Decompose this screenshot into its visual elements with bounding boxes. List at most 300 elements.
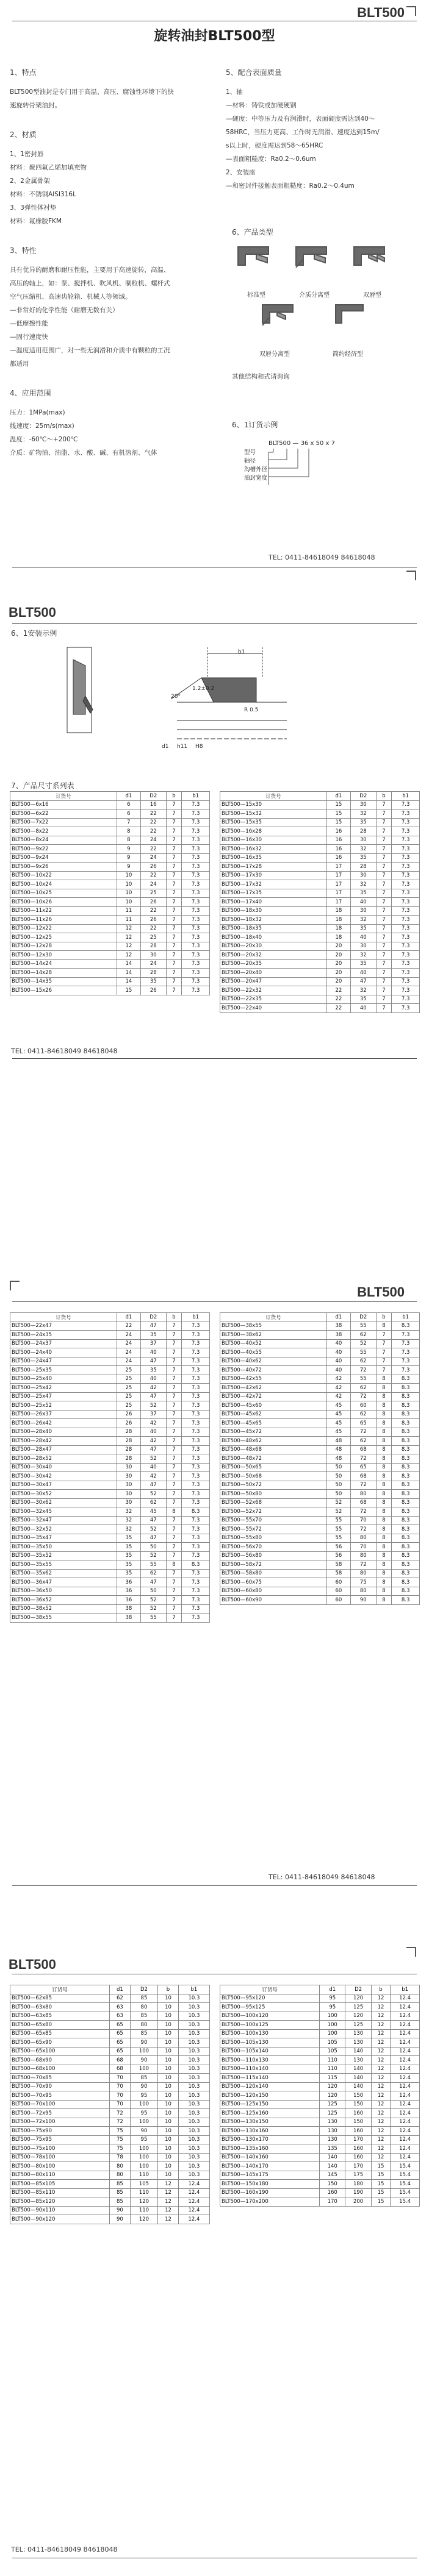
table-cell: 28 [117,1445,140,1454]
table-row [10,2074,210,2083]
section-line: —固行速度快 [10,333,48,341]
table-cell: 47 [140,1534,166,1543]
table-cell: 7.3 [182,800,210,809]
table-cell: 7 [376,916,392,925]
table-cell: 7.3 [182,1357,210,1366]
table-cell: 12.4 [391,2153,420,2162]
table-cell: 35 [117,1569,140,1578]
table-row [10,2180,210,2189]
table-cell: 80 [350,1534,376,1543]
table-cell: BLT500—90x110 [10,2206,110,2215]
table-cell: 24 [117,1331,140,1340]
table-row [220,986,420,995]
table-cell: 22 [140,871,166,880]
table-row [220,2029,420,2038]
table-cell: 95 [130,2091,157,2101]
table-cell: 10.3 [178,2003,209,2012]
table-cell: 8 [376,1587,392,1596]
table-cell: 7 [166,827,182,836]
table-row [220,1437,420,1446]
table-cell: 130 [345,2038,371,2048]
table-cell: 25 [140,889,166,898]
table-cell: 22 [140,906,166,916]
table-cell: 24 [117,1339,140,1348]
table-cell: 10 [117,880,140,889]
table-row [220,880,420,889]
table-row [10,1551,210,1560]
table-cell: 8 [376,1569,392,1578]
table-cell: 72 [350,1507,376,1517]
table-cell: 7 [166,1543,182,1552]
table-cell: 7.3 [392,906,420,916]
table-cell: BLT500—32x45 [10,1507,117,1517]
product-types-note: 其他结构和式请询询 [232,373,290,380]
table-cell: 15.4 [391,2180,420,2189]
table-cell: 105 [320,2047,345,2056]
table-cell: 7 [166,1348,182,1357]
table-cell: 8 [376,1454,392,1464]
table-cell: 7.3 [392,1348,420,1357]
table-row [220,836,420,845]
column-header: d1 [110,1985,131,1994]
table-cell: BLT500—22x47 [10,1322,117,1331]
table-cell: 7.3 [392,1366,420,1375]
table-cell: 7.3 [182,1472,210,1481]
table-cell: 10.3 [178,2021,209,2030]
section-heading: 2、材质 [10,130,37,139]
table-cell: BLT500—17x32 [220,880,327,889]
order-example-heading: 6、1订货示例 [232,421,278,429]
table-cell: 32 [350,809,376,819]
table-cell: 8 [166,1507,182,1517]
table-cell: 20 [326,977,350,986]
table-cell: 28 [117,1454,140,1464]
table-cell: 7 [166,951,182,960]
table-row [220,995,420,1004]
table-cell: 17 [326,871,350,880]
table-cell: 10.3 [178,2171,209,2180]
table-cell: 15.4 [391,2162,420,2171]
table-cell: BLT500—56x80 [220,1551,327,1560]
table-cell: 10 [158,2127,179,2136]
table-row [220,969,420,978]
table-cell: 7 [376,1331,392,1340]
table-row [10,1348,210,1357]
table-cell: 50 [140,1587,166,1596]
table-cell: 12.4 [391,2021,420,2030]
table-cell: BLT500—78x100 [10,2153,110,2162]
table-cell: 110 [130,2188,157,2197]
table-cell: 7 [376,800,392,809]
spec-table-3-left [10,1985,210,2224]
table-cell: BLT500—35x62 [10,1569,117,1578]
table-row [10,2144,210,2154]
table-cell: 40 [140,1348,166,1357]
section-line: —温度适用范围广，对一些无润滑和介质中有颗粒的工况 [10,347,170,354]
table-cell: BLT500—42x62 [220,1384,327,1393]
table-cell: 48 [326,1437,350,1446]
table-cell: BLT500—16x28 [220,827,327,836]
table-cell: BLT500—115x140 [220,2074,320,2083]
table-row [10,986,210,995]
table-cell: BLT500—48x72 [220,1454,327,1464]
table-cell: BLT500—85x110 [10,2188,110,2197]
table-cell: BLT500—50x80 [220,1490,327,1499]
table-cell: 7 [376,906,392,916]
table-cell: 40 [326,1357,350,1366]
table-cell: 7.3 [392,995,420,1004]
section-line: 速旋转骨架油封。 [10,102,61,109]
table-row [220,1463,420,1472]
table-cell: 12.4 [391,2144,420,2154]
table-cell: BLT500—48x62 [220,1437,327,1446]
table-cell: BLT500—20x47 [220,977,327,986]
table-cell: 60 [326,1578,350,1587]
table-cell: 140 [345,2074,371,2083]
table-cell: 70 [350,1516,376,1525]
table-cell: 7 [166,1366,182,1375]
table-cell: 12.4 [391,2065,420,2074]
page-3 [0,1277,429,1917]
table-cell: 8.3 [392,1392,420,1401]
brand-logo: BLT500 [357,1284,405,1300]
table-row [220,1578,420,1587]
table-cell: 47 [140,1322,166,1331]
table-row [220,1587,420,1596]
table-row [220,1348,420,1357]
table-cell: 7 [166,1357,182,1366]
table-cell: 52 [140,1604,166,1614]
table-cell: 12.4 [391,2012,420,2021]
table-cell: 7.3 [182,924,210,933]
table-cell: 22 [140,845,166,854]
table-cell: 7.3 [182,986,210,995]
section-line: 材料：氟橡胶FKM [10,218,62,225]
table-cell: 7 [376,995,392,1004]
table-cell: 8.3 [392,1560,420,1570]
column-header: 订货号 [220,1313,327,1322]
table-cell: BLT500—15x32 [220,809,327,819]
table-cell: 175 [345,2171,371,2180]
table-cell: 60 [350,1401,376,1411]
table-cell: BLT500—80x100 [10,2162,110,2171]
table-cell: BLT500—25x42 [10,1384,117,1393]
table-cell: BLT500—56x70 [220,1543,327,1552]
table-row [220,1534,420,1543]
table-row [220,1366,420,1375]
product-types-illustration [232,241,415,363]
table-cell: 32 [350,986,376,995]
table-row [220,2135,420,2144]
table-cell: 8.3 [392,1472,420,1481]
table-cell: 24 [140,853,166,863]
table-cell: 10.3 [178,2056,209,2065]
table-cell: 7 [166,942,182,951]
table-cell: 7 [117,818,140,827]
table-cell: BLT500—65x80 [10,2021,110,2030]
table-row [220,1596,420,1605]
table-row [220,1481,420,1490]
table-cell: 130 [320,2135,345,2144]
table-row [10,2118,210,2127]
table-cell: 10.3 [178,2047,209,2056]
table-cell: 30 [350,800,376,809]
table-cell: 26 [140,986,166,995]
table-cell: BLT500—65x90 [10,2038,110,2048]
table-cell: 8.3 [392,1587,420,1596]
column-header: d1 [117,1313,140,1322]
table-cell: 7.3 [392,986,420,995]
table-cell: 7.3 [392,889,420,898]
column-header: b1 [391,1985,420,1994]
table-cell: 85 [130,2012,157,2021]
order-label-width: 油封宽度 [244,475,268,482]
table-cell: 7.3 [182,1384,210,1393]
table-cell: 80 [130,2021,157,2030]
column-header: D2 [140,1313,166,1322]
table-cell: 100 [320,2012,345,2021]
order-labels [244,449,269,483]
table-cell: 8 [376,1392,392,1401]
table-cell: 160 [345,2144,371,2154]
table-cell: 8.3 [392,1490,420,1499]
table-row [10,2047,210,2056]
table-cell: 7 [166,1614,182,1623]
table-cell: 55 [326,1525,350,1534]
table-cell: 10.3 [178,2038,209,2048]
header-divider [12,623,417,624]
table-cell: 36 [117,1578,140,1587]
table-cell: 15 [326,809,350,819]
table-cell: BLT500—36x52 [10,1596,117,1605]
page-4 [0,1944,429,2576]
table-row [220,2074,420,2083]
table-row [10,809,210,819]
table-cell: BLT500—150x180 [220,2180,320,2189]
table-cell: 7 [166,889,182,898]
section-line: 材料：聚四氟乙烯加填充物 [10,164,87,171]
table-cell: BLT500—17x30 [220,871,327,880]
table-cell: 8 [376,1543,392,1552]
table-cell: 68 [110,2065,131,2074]
table-cell: 90 [130,2056,157,2065]
table-cell: 22 [326,995,350,1004]
table-row [220,1401,420,1411]
footer-divider [12,1058,417,1059]
table-cell: BLT500—6x22 [10,809,117,819]
table-cell: BLT500—9x22 [10,845,117,854]
table-cell: 7 [166,1551,182,1560]
table-cell: 12 [158,2197,179,2207]
table-cell: 8.3 [392,1401,420,1411]
table-cell: 72 [350,1525,376,1534]
section-line: —表面粗糙度：Ra0.2～0.6um [226,155,316,163]
table-cell: 90 [130,2127,157,2136]
table-cell: BLT500—17x40 [220,898,327,907]
table-cell: BLT500—24x47 [10,1357,117,1366]
table-cell: 7.3 [182,1410,210,1419]
table-cell: 7.3 [182,809,210,819]
corner-mark [406,6,416,16]
table-cell: 10 [158,2038,179,2048]
table-cell: BLT500—24x35 [10,1331,117,1340]
table-cell: 7 [166,906,182,916]
table-cell: 7 [166,1525,182,1534]
table-cell: 7.3 [182,1490,210,1499]
table-cell: 7 [166,1587,182,1596]
table-cell: BLT500—35x47 [10,1534,117,1543]
table-cell: 7.3 [392,836,420,845]
table-cell: 135 [320,2144,345,2154]
table-cell: 30 [350,906,376,916]
table-row [10,959,210,969]
table-cell: 25 [117,1401,140,1411]
table-cell: 62 [350,1384,376,1393]
section-line: 空气压缩机、高速齿轮箱、机械人等领域。 [10,293,132,301]
dim-angle: 20° [171,694,181,700]
table-cell: 10 [158,1994,179,2003]
table-cell: 7.3 [392,845,420,854]
table-cell: 47 [140,1516,166,1525]
table-cell: BLT500—9x26 [10,863,117,872]
table-row [220,871,420,880]
table-cell: 125 [320,2100,345,2109]
table-cell: 12 [371,2091,391,2101]
table-cell: BLT500—16x35 [220,853,327,863]
table-row [220,845,420,854]
table-cell: 12 [117,942,140,951]
type-label-economy: 简约经济型 [333,351,363,358]
table-row [10,933,210,942]
table-cell: 42 [326,1384,350,1393]
table-cell: 15 [371,2180,391,2189]
dim-tolerance-h8: H8 [195,744,203,750]
table-cell: 32 [117,1516,140,1525]
table-row [10,977,210,986]
table-cell: 8 [376,1525,392,1534]
table-cell: 8 [376,1560,392,1570]
table-cell: 70 [110,2100,131,2109]
table-cell: 38 [326,1331,350,1340]
table-cell: 12 [158,2188,179,2197]
table-cell: 80 [350,1587,376,1596]
table-row [10,2021,210,2030]
table-cell: 7 [376,827,392,836]
table-cell: 22 [140,827,166,836]
table-cell: 10.3 [178,2029,209,2038]
type-label-media-separation: 介质分离型 [299,292,330,299]
table-cell: 100 [130,2047,157,2056]
table-cell: 10 [158,2056,179,2065]
table-cell: BLT500—130x160 [220,2127,320,2136]
table-cell: 7.3 [392,800,420,809]
table-row [10,1569,210,1578]
table-cell: 47 [140,1357,166,1366]
table-cell: BLT500—35x50 [10,1543,117,1552]
table-cell: 14 [117,969,140,978]
table-row [10,800,210,809]
table-cell: 24 [140,959,166,969]
table-cell: BLT500—26x37 [10,1410,117,1419]
table-cell: 15.4 [391,2171,420,2180]
table-cell: 140 [345,2047,371,2056]
table-row [10,1445,210,1454]
table-cell: 47 [140,1481,166,1490]
table-cell: BLT500—100x125 [220,2021,320,2030]
table-cell: 7.3 [182,1366,210,1375]
table-row [220,951,420,960]
table-cell: 38 [326,1322,350,1331]
table-cell: 120 [320,2091,345,2101]
table-cell: 8.3 [182,1507,210,1517]
table-cell: 8.3 [392,1428,420,1437]
table-row [10,853,210,863]
table-cell: BLT500—48x68 [220,1445,327,1454]
table-cell: 12.4 [391,1994,420,2003]
table-cell: 62 [140,1498,166,1507]
table-cell: BLT500—40x62 [220,1357,327,1366]
table-cell: 7.3 [182,898,210,907]
tel-line: TEL: 0411-84618049 84618048 [11,1047,118,1055]
table-cell: 65 [110,2029,131,2038]
table-cell: 12.4 [391,2100,420,2109]
table-cell: 8 [376,1445,392,1454]
table-row [220,959,420,969]
table-cell: 36 [117,1596,140,1605]
dim-d1: d1 [162,744,169,750]
table-cell: 50 [326,1463,350,1472]
table-cell: BLT500—20x30 [220,942,327,951]
table-row [10,2127,210,2136]
table-cell: 7.3 [182,1339,210,1348]
table-cell: 7.3 [392,916,420,925]
table-cell: 12 [371,2135,391,2144]
table-cell: 8 [376,1463,392,1472]
table-cell: 12 [371,2082,391,2091]
table-cell: 18 [326,916,350,925]
table-cell: 8 [376,1507,392,1517]
table-cell: 100 [130,2065,157,2074]
table-cell: 7.3 [392,924,420,933]
table-cell: BLT500—32x52 [10,1525,117,1534]
table-cell: 10 [158,2082,179,2091]
table-cell: 8.3 [392,1578,420,1587]
table-cell: BLT500—10x25 [10,889,117,898]
table-cell: BLT500—45x72 [220,1428,327,1437]
table-cell: 7 [166,871,182,880]
table-cell: 7.3 [182,1331,210,1340]
table-cell: 62 [110,1994,131,2003]
order-label-groove: 沟槽外径 [244,466,268,473]
table-cell: 16 [326,836,350,845]
table-cell: 7.3 [182,818,210,827]
table-cell: BLT500—75x90 [10,2127,110,2136]
table-cell: 150 [345,2091,371,2101]
table-cell: 12.4 [391,2047,420,2056]
table-cell: 22 [117,1322,140,1331]
table-cell: 170 [345,2162,371,2171]
table-cell: 7 [166,1463,182,1472]
table-cell: 105 [130,2180,157,2189]
table-cell: 55 [350,1322,376,1331]
table-cell: 12.4 [391,2074,420,2083]
table-cell: 42 [140,1437,166,1446]
table-cell: 7 [376,933,392,942]
column-header: 订货号 [220,1985,320,1994]
table-cell: 7.3 [392,1331,420,1340]
table-cell: 15 [117,986,140,995]
table-cell: 75 [110,2135,131,2144]
